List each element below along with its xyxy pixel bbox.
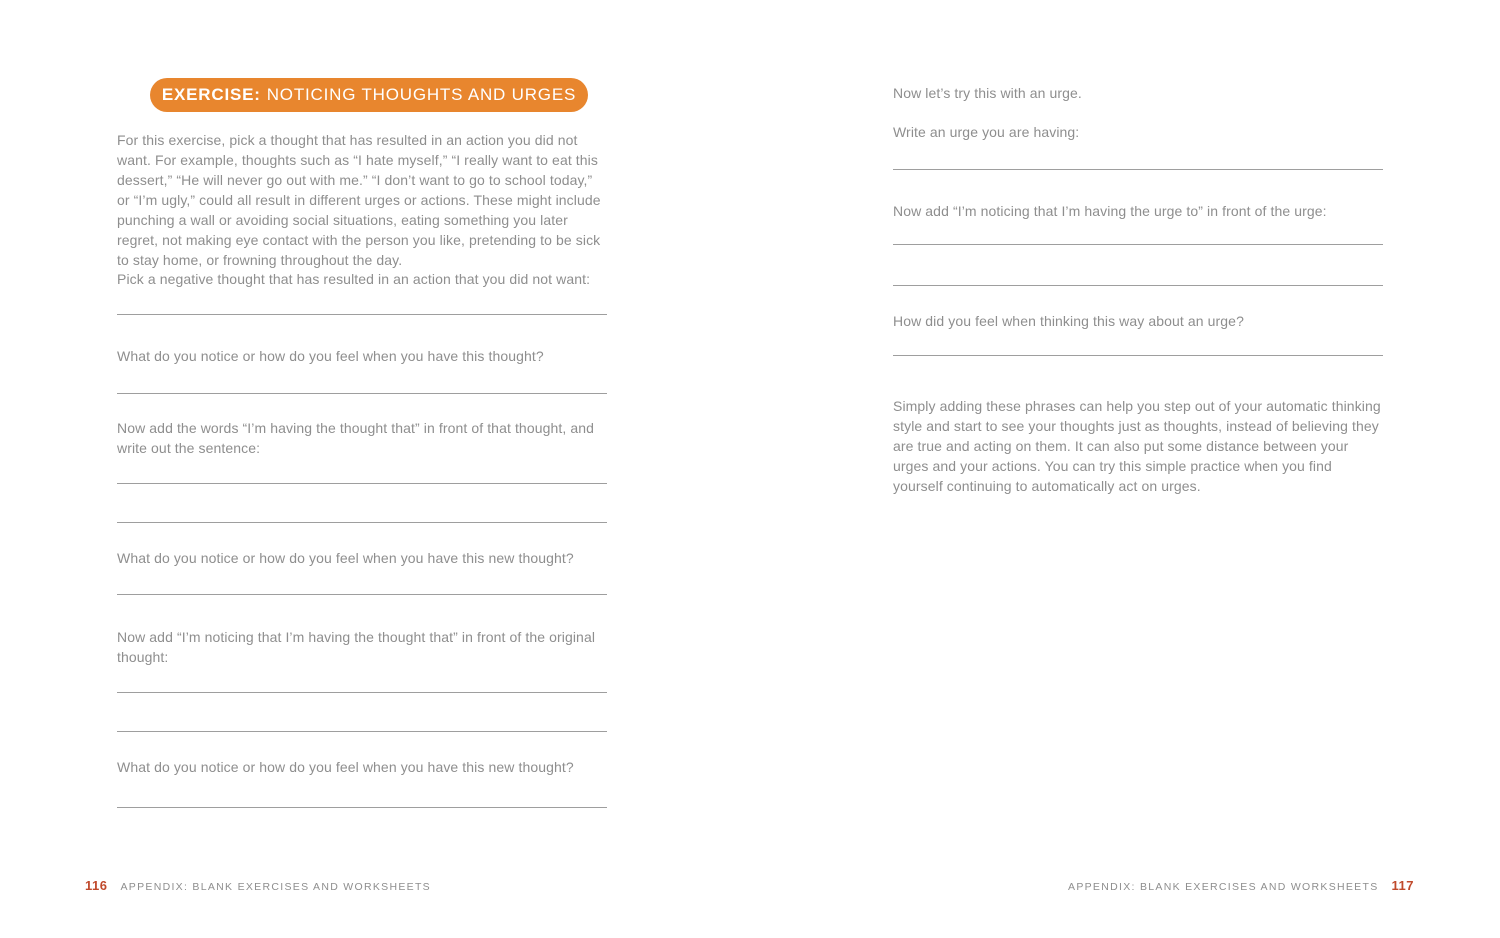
page-number-left: 116: [85, 878, 108, 893]
write-line: [893, 285, 1383, 286]
write-line: [117, 692, 607, 693]
prompt-pick-negative-thought: Pick a negative thought that has resulted in an action that you did not want:: [117, 271, 591, 287]
prompt-add-having-thought: Now add the words “I’m having the thought that” in front of that thought, and write out the sentence:: [117, 420, 594, 456]
footer-label-right: APPENDIX: BLANK EXERCISES AND WORKSHEETS: [1068, 881, 1379, 893]
write-line: [893, 355, 1383, 356]
page-number-right: 117: [1391, 878, 1414, 893]
intro-paragraph: For this exercise, pick a thought that has resulted in an action you did not want. For example, thoughts such as “I hate myself,” “I really want to eat this dessert,” “He will never go out with me.” “I don’t want to go to school today,” or “I’m ugly,” could all result in different urges or actions. These might include punching a wall or avoiding social situations, eating something you later regret, not making eye contact with the person you like, pretending to be sick to stay home, or frowning throughout the day.: [117, 132, 601, 268]
write-line: [117, 731, 607, 732]
prompt-try-with-urge: Now let’s try this with an urge.: [893, 85, 1082, 101]
exercise-badge: [150, 78, 588, 112]
prompt-add-noticing-urge: Now add “I’m noticing that I’m having the urge to” in front of the urge:: [893, 203, 1327, 219]
prompt-notice-feel-new-thought: What do you notice or how do you feel when you have this new thought?: [117, 550, 574, 566]
write-line: [117, 393, 607, 394]
write-line: [117, 807, 607, 808]
exercise-badge-label: EXERCISE:: [161, 85, 261, 104]
footer-right: [1068, 878, 1414, 893]
write-line: [117, 483, 607, 484]
prompt-feel-about-urge: How did you feel when thinking this way about an urge?: [893, 313, 1244, 329]
write-line: [117, 594, 607, 595]
footer-left: [85, 878, 431, 893]
prompt-notice-feel-new-thought-2: What do you notice or how do you feel when you have this new thought?: [117, 759, 574, 775]
write-line: [893, 169, 1383, 170]
footer-label-left: APPENDIX: BLANK EXERCISES AND WORKSHEETS: [120, 881, 431, 893]
write-line: [117, 314, 607, 315]
prompt-write-urge: Write an urge you are having:: [893, 124, 1080, 140]
exercise-badge-title: NOTICING THOUGHTS AND URGES: [266, 85, 577, 104]
page-right: [893, 0, 1383, 938]
prompt-add-noticing-thought: Now add “I’m noticing that I’m having the thought that” in front of the original thought:: [117, 629, 596, 665]
closing-paragraph: Simply adding these phrases can help you step out of your automatic thinking style and start to see your thoughts just as thoughts, instead of believing they are true and acting on them. It can also put some distance between your urges and your actions. You can try this simple practice when you find yourself continuing to automatically act on urges.: [893, 398, 1381, 494]
write-line: [117, 522, 607, 523]
page-left: [117, 0, 607, 938]
prompt-notice-feel-thought: What do you notice or how do you feel when you have this thought?: [117, 348, 544, 364]
write-line: [893, 244, 1383, 245]
